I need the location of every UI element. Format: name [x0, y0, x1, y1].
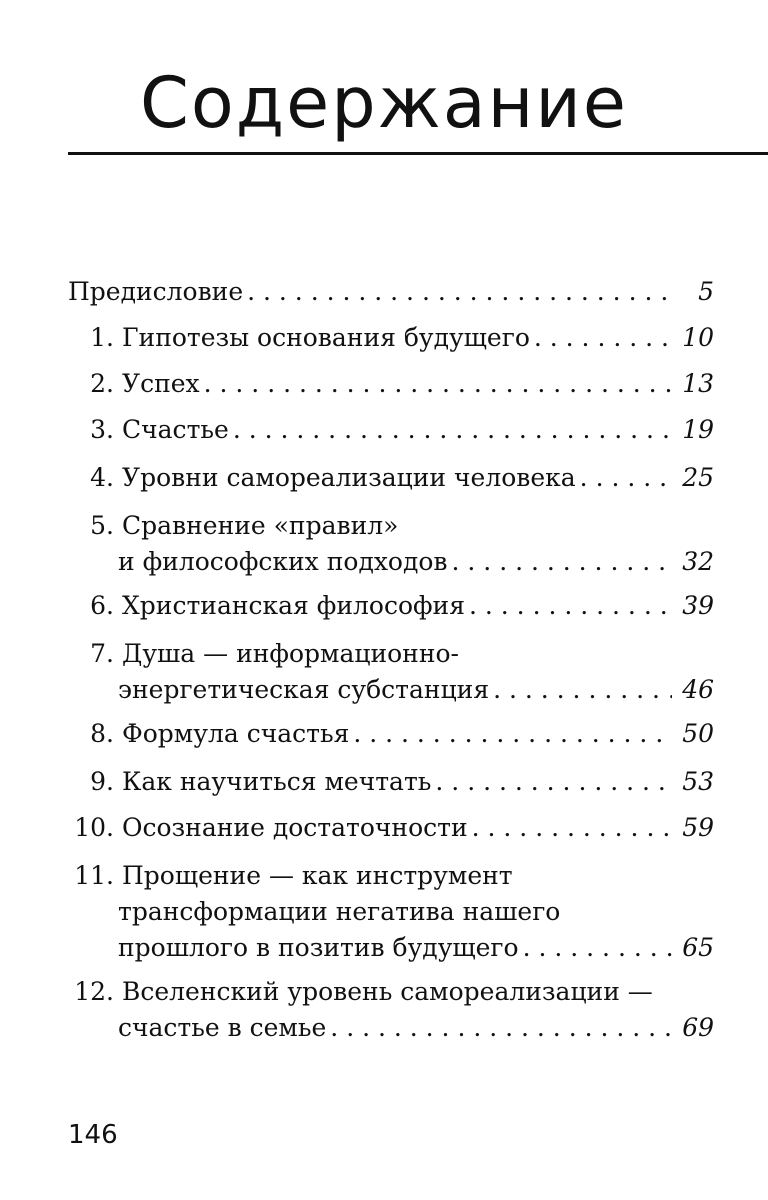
leader-dots [204, 364, 673, 404]
leader-dots [523, 928, 673, 968]
toc-entry-label-continued: счастье в семье [118, 1013, 327, 1042]
toc-page-number: 32 [682, 547, 714, 576]
toc-page-number: 25 [682, 463, 714, 492]
chapter-number: 8. [90, 719, 114, 748]
chapter-number: 9. [90, 767, 114, 796]
chapter-number: 1. [90, 323, 114, 352]
toc-entry-label: Формула счастья [122, 719, 350, 748]
toc-page-number: 10 [682, 323, 714, 352]
toc-page-number: 46 [682, 675, 714, 704]
chapter-number: 6. [90, 591, 114, 620]
leader-dots [534, 318, 672, 358]
leader-dots [330, 1008, 672, 1048]
toc-entry-label: Осознание достаточности [122, 813, 468, 842]
toc-page-number: 39 [682, 591, 714, 620]
toc-entry-label: Душа — информационно- [122, 639, 459, 668]
toc-page-number: 13 [682, 369, 714, 398]
toc-entry-label: Предисловие [68, 277, 244, 306]
leader-dots [353, 714, 672, 754]
chapter-number: 10. [74, 813, 114, 842]
toc-entry-label: Сравнение «правил» [122, 511, 399, 540]
toc-entry-label-continued: трансформации негатива нашего [118, 897, 561, 926]
leader-dots [469, 586, 672, 626]
leader-dots [233, 410, 672, 450]
chapter-number: 5. [90, 511, 114, 540]
toc-page-number: 5 [698, 277, 714, 306]
toc-entry-label-continued: и философских подходов [118, 547, 448, 576]
toc-page-number: 53 [682, 767, 714, 796]
leader-dots [247, 272, 674, 312]
toc-page-number: 69 [682, 1013, 714, 1042]
chapter-number: 7. [90, 639, 114, 668]
toc-page-number: 59 [682, 813, 714, 842]
toc-entry-label: Как научиться мечтать [122, 767, 432, 796]
toc-entry-label: Гипотезы основания будущего [122, 323, 530, 352]
toc-entry-label: Христианская философия [122, 591, 465, 620]
toc-entry-label: Прощение — как инструмент [122, 861, 513, 890]
leader-dots [580, 458, 673, 498]
toc-page-number: 50 [682, 719, 714, 748]
toc-page-number: 65 [682, 933, 714, 962]
toc-entry-label: Уровни самореализации человека [122, 463, 576, 492]
chapter-number: 12. [74, 977, 114, 1006]
toc-entry-label: Успех [122, 369, 200, 398]
leader-dots [435, 762, 672, 802]
chapter-number: 3. [90, 415, 114, 444]
leader-dots [452, 542, 673, 582]
toc-entry-label-continued: прошлого в позитив будущего [118, 933, 519, 962]
chapter-number: 4. [90, 463, 114, 492]
chapter-number: 2. [90, 369, 114, 398]
toc-page-number: 19 [682, 415, 714, 444]
page-title: Содержание [140, 62, 628, 144]
chapter-number: 11. [74, 861, 114, 890]
page-number: 146 [68, 1120, 118, 1150]
toc-entry-label-continued: энергетическая субстанция [118, 675, 490, 704]
toc-entry-label: Счастье [122, 415, 229, 444]
leader-dots [472, 808, 673, 848]
toc-entry-label: Вселенский уровень самореализации — [122, 977, 653, 1006]
title-underline [68, 152, 768, 155]
leader-dots [493, 670, 672, 710]
